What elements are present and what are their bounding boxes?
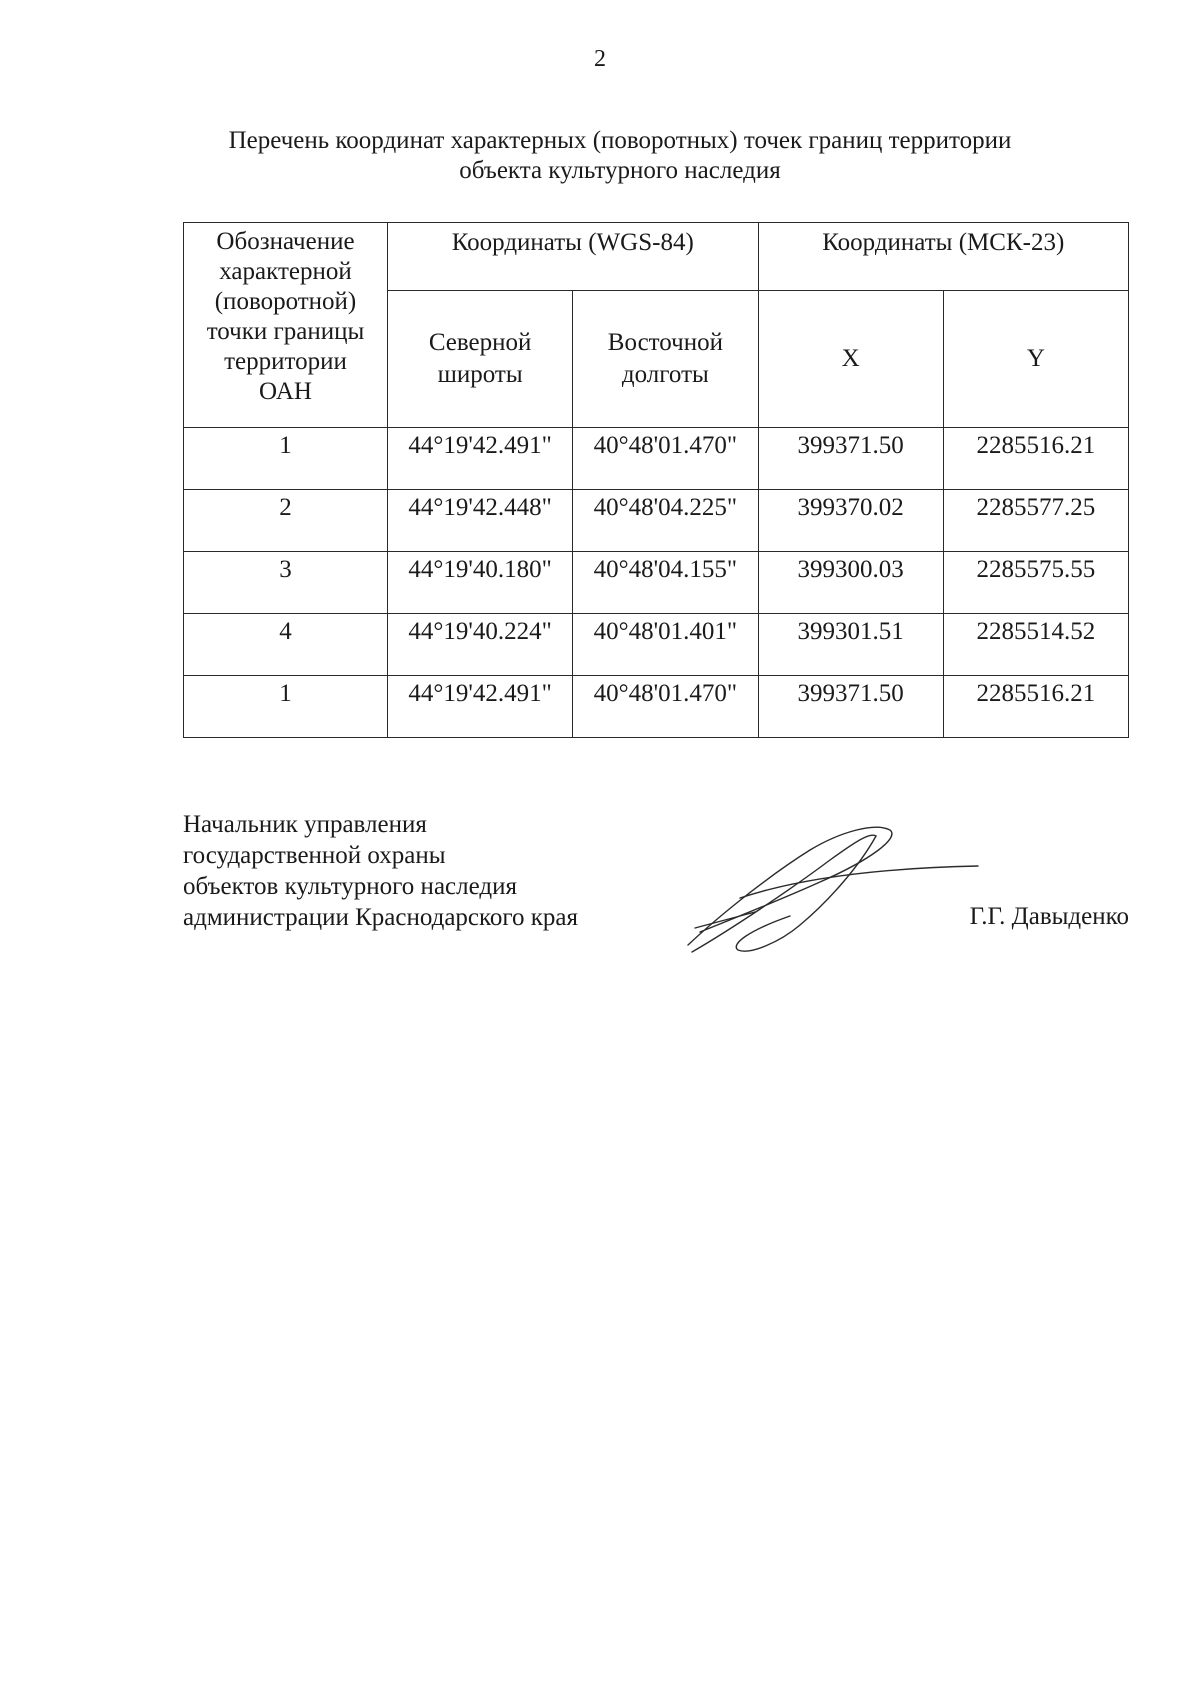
cell-longitude: 40°48'01.470" bbox=[573, 428, 758, 490]
signer-position-line: государственной охраны bbox=[183, 842, 446, 869]
header-north-latitude bbox=[388, 291, 573, 428]
cell-x: 399370.02 bbox=[758, 490, 943, 552]
header-point-line: характерной bbox=[219, 258, 352, 285]
cell-longitude: 40°48'04.225" bbox=[573, 490, 758, 552]
cell-longitude: 40°48'01.470" bbox=[573, 676, 758, 738]
cell-y: 2285514.52 bbox=[943, 614, 1128, 676]
header-lat-line: широты bbox=[437, 361, 523, 388]
cell-y: 2285577.25 bbox=[943, 490, 1128, 552]
page-number: 2 bbox=[594, 46, 606, 72]
header-point-line: Обозначение bbox=[216, 228, 355, 255]
cell-point: 1 bbox=[184, 676, 388, 738]
table-row bbox=[184, 676, 1129, 738]
signer-name: Г.Г. Давыденко bbox=[969, 903, 1129, 930]
header-x: X bbox=[758, 291, 943, 428]
title-line-1: Перечень координат характерных (поворотных) точек границ территории bbox=[228, 127, 1012, 154]
table-row bbox=[184, 428, 1129, 490]
cell-point: 1 bbox=[184, 428, 388, 490]
header-point-line: ОАН bbox=[259, 378, 312, 405]
title-line-2: объекта культурного наследия bbox=[459, 157, 781, 184]
header-msk23: Координаты (МСК-23) bbox=[758, 223, 1129, 291]
header-wgs84: Координаты (WGS-84) bbox=[388, 223, 759, 291]
cell-longitude: 40°48'04.155" bbox=[573, 552, 758, 614]
header-lon-line: долготы bbox=[621, 361, 709, 388]
cell-latitude: 44°19'40.224" bbox=[388, 614, 573, 676]
cell-x: 399301.51 bbox=[758, 614, 943, 676]
cell-x: 399300.03 bbox=[758, 552, 943, 614]
cell-x: 399371.50 bbox=[758, 676, 943, 738]
coordinates-table bbox=[183, 222, 1129, 738]
handwritten-signature bbox=[680, 820, 980, 960]
table-row bbox=[184, 552, 1129, 614]
signer-position-line: объектов культурного наследия bbox=[183, 873, 517, 900]
header-lat-line: Северной bbox=[428, 329, 532, 356]
cell-y: 2285516.21 bbox=[943, 676, 1128, 738]
cell-point: 2 bbox=[184, 490, 388, 552]
cell-latitude: 44°19'42.448" bbox=[388, 490, 573, 552]
header-point-line: (поворотной) bbox=[214, 288, 357, 315]
cell-latitude: 44°19'40.180" bbox=[388, 552, 573, 614]
cell-point: 4 bbox=[184, 614, 388, 676]
document-title bbox=[170, 124, 1070, 188]
cell-longitude: 40°48'01.401" bbox=[573, 614, 758, 676]
table-row bbox=[184, 614, 1129, 676]
cell-y: 2285516.21 bbox=[943, 428, 1128, 490]
cell-point: 3 bbox=[184, 552, 388, 614]
header-point-designation bbox=[184, 223, 388, 428]
table-row bbox=[184, 490, 1129, 552]
cell-latitude: 44°19'42.491" bbox=[388, 676, 573, 738]
signer-position-line: администрации Краснодарского края bbox=[183, 904, 579, 931]
header-east-longitude bbox=[573, 291, 758, 428]
cell-x: 399371.50 bbox=[758, 428, 943, 490]
cell-latitude: 44°19'42.491" bbox=[388, 428, 573, 490]
header-point-line: точки границы bbox=[206, 318, 365, 345]
cell-y: 2285575.55 bbox=[943, 552, 1128, 614]
signer-position-line: Начальник управления bbox=[183, 811, 427, 838]
header-y: Y bbox=[943, 291, 1128, 428]
header-point-line: территории bbox=[224, 348, 347, 375]
signer-position bbox=[183, 809, 578, 933]
header-lon-line: Восточной bbox=[607, 329, 723, 356]
